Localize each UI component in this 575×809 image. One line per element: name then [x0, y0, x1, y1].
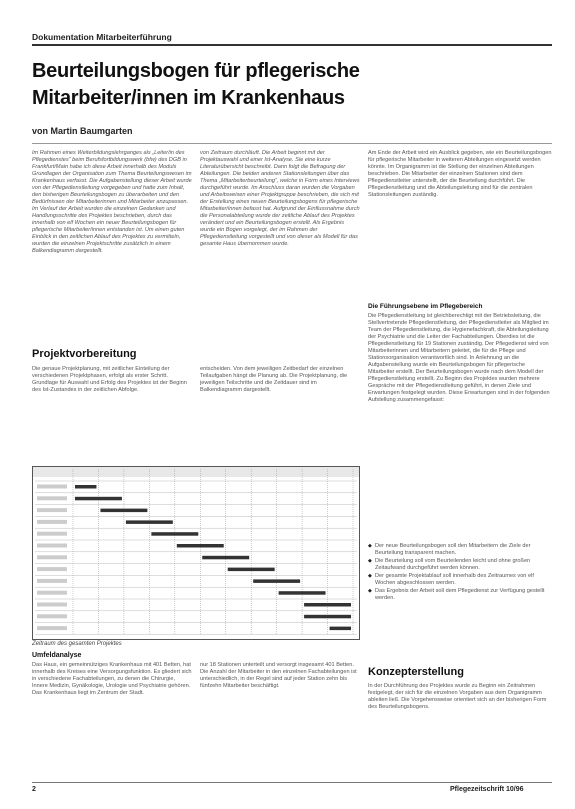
- row-label-placeholder: [37, 603, 67, 607]
- intro-column-3: [368, 150, 552, 302]
- fuehrung-text: [368, 313, 552, 538]
- page-number: 2: [32, 786, 36, 793]
- journal-footer: Pflegezeitschrift 10/96: [450, 786, 524, 793]
- article-author: von Martin Baumgarten: [32, 126, 133, 136]
- timeline-bar: [151, 532, 198, 536]
- timeline-bar: [100, 509, 147, 512]
- intro-text-1: Im Rahmen eines Weiterbildungslehrganges als „Leiter/in des Pflegedienstes“ beim Berufsfortbildungswerk (bfw) des DGB in Frankfurt/Main habe ich diese Arbeit innerhalb des Moduls Grundlagen der Organisation zum Thema Beurteilungswesen im Krankenhaus verfasst. Die Aufgabenstellung dieser Arbeit wurde von der Pflegedienstleitung vorgegeben und hatte zum Inhalt, den bisherigen Beurteilungsbogen zu überarbeiten und den Bedürfnissen der Mitarbeiterinnen und Mitarbeiter anzupassen. Im Verlauf der Arbeit wurden die einzelnen Gedanken und Handlungsschritte des Projektes beschrieben, durch das innerhalb von elf Wochen ein neuer Beurteilungsbogen für pflegerische Mitarbeiter/innen entstanden ist. Um einen guten Einblick in den zeitlichen Ablauf des Projektes zu vermitteln, wurden die einzelnen Projektschritte zusätzlich in einem Balkendiagramm dargestellt.: [32, 150, 192, 254]
- fuehrung-heading: Die Führungsebene im Pflegebereich: [368, 303, 483, 310]
- timeline-bar: [126, 520, 173, 524]
- projekt-text-2: entscheiden. Von dem jeweiligen Zeitbedarf der einzelnen Teilaufgaben hängt die Planung ab. Die Projektplanung, die jeweiligen Teilschritte und die Zeitdauer sind im Balkendiagramm dargestellt.: [200, 366, 348, 393]
- umfeld-text-1: Das Haus, ein gemeinnütziges Krankenhaus mit 401 Betten, hat innerhalb des Kreises eine Versorgungsfunktion. Es gliedert sich in verschiedene Fachabteilungen, zu denen die Chirurgie, Innere Medizin, Gynäkologie, Urologie und Psychiatrie gehören. Das Krankenhaus liegt im Zentrum der Stadt.: [32, 662, 192, 696]
- row-label-placeholder: [37, 591, 67, 595]
- konzept-heading: Konzepterstellung: [368, 666, 464, 678]
- row-label-placeholder: [37, 555, 67, 559]
- row-label-placeholder: [37, 626, 67, 630]
- timeline-bar: [228, 568, 275, 572]
- title-line-1: Beurteilungsbogen für pflegerische: [32, 60, 360, 82]
- bottom-rule: [32, 782, 552, 783]
- projekt-text-1: Die genaue Projektplanung, mit zeitlicher Einteilung der verschiedenen Projektphasen, erfolgt als erster Schritt. Grundlage für Auswahl und Erfolg des Projektes ist der Beginn des Ist-Zustandes in der zeitlichen Abfolge.: [32, 366, 187, 393]
- timeline-bar: [75, 485, 96, 489]
- timeline-bar: [177, 544, 224, 548]
- section-kicker: Dokumentation Mitarbeiterführung: [32, 32, 172, 42]
- row-label-placeholder: [37, 532, 67, 536]
- chart-grid: [35, 469, 357, 634]
- row-label-placeholder: [37, 567, 67, 571]
- projekt-heading: Projektvorbereitung: [32, 348, 137, 360]
- projekt-column-2: [200, 366, 360, 462]
- konzept-text: [368, 683, 552, 778]
- timeline-bar: [253, 579, 300, 583]
- intro-column-2: [200, 150, 360, 345]
- title-line-2: Mitarbeiter/innen im Krankenhaus: [32, 87, 345, 109]
- timeline-bar: [304, 615, 351, 619]
- umfeld-column-1: [32, 662, 192, 776]
- top-rule: [32, 44, 552, 46]
- intro-text-2: von Zeitraum durchläuft. Die Arbeit beginnt mit der Projektauswahl und einer Ist-Analyse. Sie eine kurze Literaturübersicht beschreibt. Dann folgt die Befragung der Abteilungen. Die beiden anderen Stationsleitungen über das Thema „Mitarbeiterbeurteilung“, welche in Form eines Interviews durchgeführt wurde. Im Anschluss daran wurden die Vorgaben und Arbeitsweisen einer Projektgruppe beschrieben, die sich mit der Erstellung eines neuen Beurteilungsbogens für pflegerische Mitarbeiter/innen befasst hat. Aufgrund der Einflussnahme durch die Personalabteilung wurde der zeitliche Ablauf des Projektes verändert und ein Beurteilungsbogen erstellt. Als Ergebnis wurde ein Bogen vorgelegt, der im Rahmen der Pflegedienstleitung vorgestellt und von dieser als Modell für das gesamte Haus übernommen wurde.: [200, 150, 360, 247]
- intro-column-1: [32, 150, 192, 345]
- konzept-paragraph: In der Durchführung des Projektes wurde zu Beginn ein Zeitrahmen festgelegt, der sich für die einzelnen Vorgaben aus dem Organigramm ableiten ließ. Die Vorgehensweise orientiert sich an der bisherigen Form des Beurteilungsbogens.: [368, 683, 547, 710]
- row-label-placeholder: [37, 544, 67, 548]
- chart-bars: [37, 485, 351, 631]
- chart-caption: Zeitraum des gesamten Projektes: [32, 641, 122, 647]
- row-label-placeholder: [37, 614, 67, 618]
- timeline-bar: [304, 603, 351, 607]
- timeline-bar: [75, 497, 122, 501]
- timeline-svg: [33, 467, 359, 639]
- fuehrung-paragraph: Die Pflegedienstleitung ist gleichberechtigt mit der Betriebsleitung, die Stellvertretende Pflegedienstleitung, der Pflegedienstleiter als Mitglied im Team der Pflegedienstleitung, die Hygienefachkraft, die Abteilungsleitung der Psychiatrie und die Leiter der Fachabteilungen. Überdies ist die Pflegedienstleitung für 19 Stationen zuständig. Der Pflegedienst wird von Mitarbeiterinnen und Mitarbeitern geleitet, die für die Pflege und Stationsorganisation verantwortlich sind. In Anlehnung an die Aufgabenstellung wurde ein Beurteilungsbogen für pflegerische Mitarbeiter erstellt. Der Beurteilungsbogen wurde nach dem Modell der Pflegedienstleitung erstellt. Zu Beginn des Projektes wurden mehrere Gespräche mit der Pflegedienstleitung geführt, in denen Ziele und Erwartungen festgelegt wurden. Diese Erwartungen sind in der folgenden Aufstellung zusammengefasst:: [368, 313, 550, 403]
- expectations-block: [368, 543, 552, 663]
- list-item: ◆ Der neue Beurteilungsbogen soll den Mitarbeitern die Ziele der Beurteilung transparent machen.: [368, 543, 552, 557]
- expectations-list: [368, 543, 552, 602]
- list-item: ◆ Der gesamte Projektablauf soll innerhalb des Zeitraumes von elf Wochen abgeschlossen werden.: [368, 573, 552, 587]
- chart-header-bar: [33, 467, 359, 477]
- list-item: ◆ Die Beurteilung soll vom Beurteilenden leicht und ohne großen Zeitaufwand durchgeführt werden können.: [368, 558, 552, 572]
- row-label-placeholder: [37, 579, 67, 583]
- timeline-bar: [202, 556, 249, 560]
- project-timeline-chart: [32, 466, 360, 640]
- timeline-bar: [330, 627, 351, 631]
- umfeld-heading: Umfeldanalyse: [32, 652, 82, 659]
- list-item: ◆ Das Ergebnis der Arbeit soll dem Pflegedienst zur Verfügung gestellt werden.: [368, 588, 552, 602]
- umfeld-text-2: nur 18 Stationen unterteilt und versorgt insgesamt 401 Betten. Die Anzahl der Mitarbeiter in den einzelnen Fachabteilungen ist unterschiedlich, in der Regel sind auf jeder Station zehn bis fünfzehn Mitarbeiter beschäftigt.: [200, 662, 357, 689]
- projekt-column-1: [32, 366, 192, 462]
- row-label-placeholder: [37, 496, 67, 500]
- timeline-bar: [279, 591, 326, 595]
- row-label-placeholder: [37, 508, 67, 512]
- article-title: [32, 58, 360, 112]
- author-rule: [32, 143, 552, 144]
- row-label-placeholder: [37, 520, 67, 524]
- row-label-placeholder: [37, 485, 67, 489]
- umfeld-column-2: [200, 662, 360, 776]
- intro-text-3: Am Ende der Arbeit wird ein Ausblick gegeben, wie ein Beurteilungsbogen für pflegerische Mitarbeiter in weiteren Abteilungen eingesetzt werden könnte. Im Organigramm ist die Stellung der einzelnen Abteilungen beschrieben. Die Mitarbeiter der einzelnen Stationen sind dem Pflegedienstleiter unterstellt, der die Beurteilung durchführt. Die Pflegedienstleitung und die Abteilungsleitung sind für die zentralen Stationsleitungen zuständig.: [368, 150, 552, 198]
